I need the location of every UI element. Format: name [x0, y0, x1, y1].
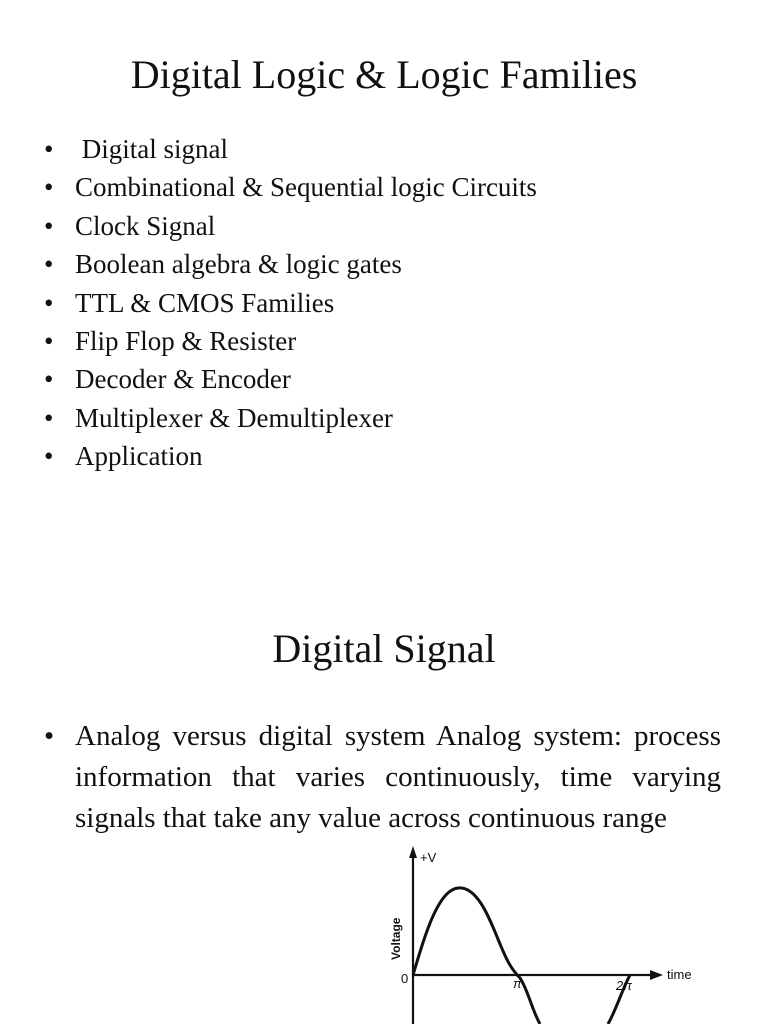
- list-item: • Flip Flop & Resister: [44, 322, 537, 360]
- y-axis-label: Voltage: [389, 917, 403, 960]
- tick-2pi-label: 2π: [616, 978, 632, 993]
- list-item: • Application: [44, 437, 537, 475]
- y-axis-top-label: +V: [420, 850, 437, 865]
- list-item: • Decoder & Encoder: [44, 360, 537, 398]
- list-item: • Digital signal: [44, 130, 537, 168]
- slide-title: Digital Logic & Logic Families: [130, 52, 638, 97]
- list-item: • Boolean algebra & logic gates: [44, 245, 537, 283]
- origin-label: 0: [401, 971, 409, 986]
- tick-pi-label: π: [513, 976, 522, 991]
- list-item: • Multiplexer & Demultiplexer: [44, 399, 537, 437]
- slide-title: Digital Signal: [272, 626, 496, 671]
- x-axis-arrow: [650, 970, 663, 980]
- topic-list: [44, 130, 537, 476]
- slide-digital-signal: [0, 560, 768, 1024]
- list-item: • TTL & CMOS Families: [44, 284, 537, 322]
- analog-waveform-figure: [380, 840, 700, 1024]
- bullet-paragraph: [44, 716, 721, 839]
- y-axis-arrow: [409, 846, 417, 858]
- x-axis-label: time: [667, 967, 692, 982]
- paragraph-text: • Analog versus digital system Analog system: process information that varies continuously, time varying signals that take any value across continuous range: [75, 720, 721, 834]
- list-item: • Combinational & Sequential logic Circuits: [44, 168, 537, 206]
- list-item: • Clock Signal: [44, 207, 537, 245]
- sine-curve: [413, 888, 630, 1024]
